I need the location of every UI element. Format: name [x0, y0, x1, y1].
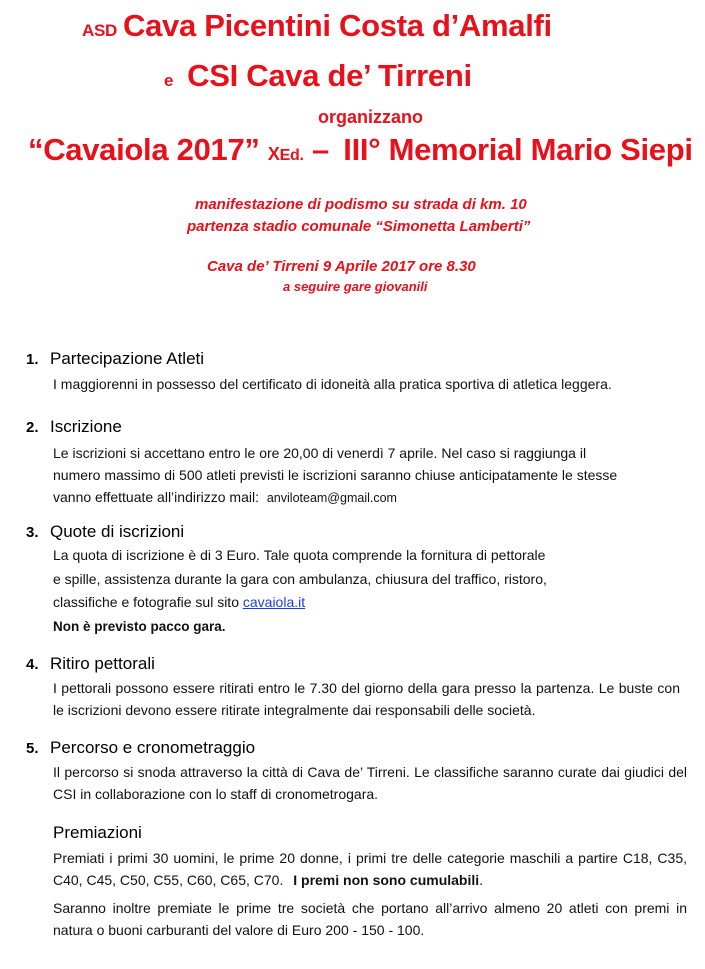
edition-suffix: Ed.	[279, 147, 304, 164]
section-title: Ritiro pettorali	[50, 654, 155, 673]
title-dash: –	[311, 132, 329, 167]
section-2-text	[53, 442, 617, 509]
asd-prefix: ASD	[82, 21, 117, 40]
text-line	[53, 486, 617, 509]
section-number: 3.	[26, 524, 39, 541]
section-4-text: I pettorali possono essere ritirati entro le 7.30 del giorno della gara presso la partenza. Le buste con le iscrizioni devono essere ritirate integralmente dai responsabili delle società.	[53, 680, 680, 718]
awards-text: Premiati i primi 30 uomini, le prime 20 donne, i primi tre delle categorie maschili a partire C18, C35, C40, C45, C50, C55, C60, C65, C70.	[53, 850, 687, 888]
youth-races-note: a seguire gare giovanili	[283, 279, 428, 294]
section-2-heading	[26, 417, 122, 437]
awards-text-end: .	[479, 872, 484, 888]
section-number: 4.	[26, 656, 39, 673]
section-6-heading: Premiazioni	[53, 823, 142, 842]
section-5-heading	[26, 738, 255, 758]
org-title-2	[164, 58, 472, 94]
section-title: Partecipazione Atleti	[50, 349, 205, 368]
section-number: 1.	[26, 351, 39, 368]
event-title-line	[28, 132, 693, 168]
org-title-1	[82, 8, 552, 44]
section-title: Percorso e cronometraggio	[50, 738, 256, 757]
section-6-text-2: Saranno inoltre premiate le prime tre società che portano all’arrivo almeno 20 atleti con premi in natura o buoni carburanti del valore di Euro 200 - 150 - 100.	[53, 900, 687, 938]
event-title: “Cavaiola 2017”	[28, 132, 260, 167]
no-race-pack-note: Non è previsto pacco gara.	[53, 618, 226, 634]
text-line: La quota di iscrizione è di 3 Euro. Tale quota comprende la fornitura di pettorale	[53, 547, 546, 563]
event-date: Cava de’ Tirreni 9 Aprile 2017 ore 8.30	[207, 258, 476, 275]
section-3-text	[53, 544, 547, 638]
event-description: manifestazione di podismo su strada di km. 10	[195, 196, 527, 213]
section-5-text: Il percorso si snoda attraverso la città di Cava de’ Tirreni. Le classifiche saranno curate dai giudici del CSI in collaborazione con lo staff di cronometrogara.	[53, 764, 687, 802]
section-number: 2.	[26, 419, 39, 436]
section-title: Quote di iscrizioni	[50, 522, 185, 541]
org-name-1: Cava Picentini Costa d’Amalfi	[123, 8, 552, 43]
text-line: e spille, assistenza durante la gara con ambulanza, chiusura del traffico, ristoro,	[53, 570, 547, 587]
awards-not-cumulative: I premi non sono cumulabili	[293, 872, 480, 888]
edition-number: X	[267, 144, 280, 164]
section-title: Iscrizione	[50, 417, 122, 436]
email-label: vanno effettuate all’indirizzo mail:	[53, 489, 259, 505]
section-6-text-1	[53, 847, 687, 891]
section-1-heading	[26, 349, 204, 369]
text-line: Le iscrizioni si accettano entro le ore 20,00 di venerdì 7 aprile. Nel caso si raggiunga il	[53, 445, 587, 461]
text-line	[53, 591, 547, 615]
text-line: numero massimo di 500 atleti previsti le iscrizioni saranno chiuse anticipatamente le stesse	[53, 467, 618, 483]
section-3-heading	[26, 522, 184, 542]
org-name-2: CSI Cava de’ Tirreni	[187, 58, 472, 93]
email-address: anviloteam@gmail.com	[266, 491, 397, 505]
section-4-heading	[26, 654, 155, 674]
memorial-title: III° Memorial Mario Siepi	[343, 132, 693, 167]
organizzano-label: organizzano	[318, 107, 424, 127]
website-link[interactable]: cavaiola.it	[242, 594, 306, 610]
section-1-text: I maggiorenni in possesso del certificato di idoneità alla pratica sportiva di atletica leggera.	[53, 376, 612, 392]
conjunction: e	[164, 71, 174, 90]
site-label: classifiche e fotografie sul sito	[53, 594, 239, 610]
section-number: 5.	[26, 740, 39, 757]
event-start-location: partenza stadio comunale “Simonetta Lamberti”	[187, 218, 531, 235]
